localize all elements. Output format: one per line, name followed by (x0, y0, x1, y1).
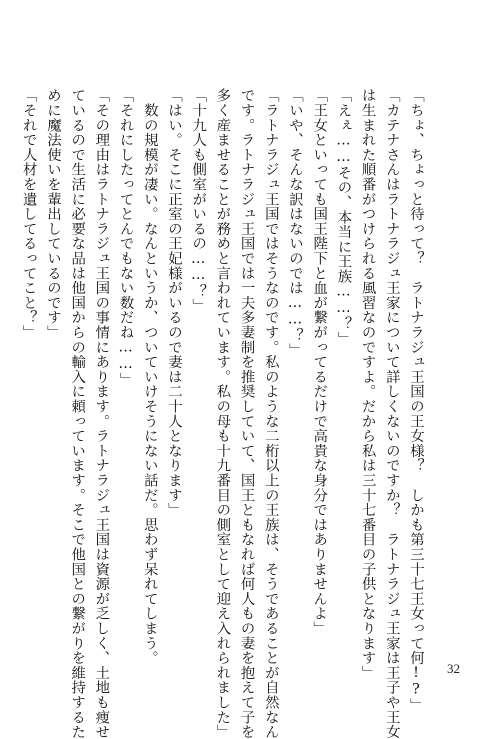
text-line: 「えぇ……その、本当に王族……？」 (335, 88, 352, 346)
text-line: 「その理由はラトナラジュ王国の事情にあります。ラトナラジュ王国は資源が乏しく、土地も痩せ (93, 88, 110, 739)
text-line: めに魔法使いを輩出しているのです」 (44, 88, 61, 340)
text-line: 「それにしたってとんでもない数だね……」 (117, 88, 134, 388)
text-line: です。ラトナラジュ王国では一夫多妻制を推奨していて、国王ともなれば何人もの妻を抱えて子を (238, 88, 255, 739)
text-line: 数の規模が凄い。なんというか、ついていけそうにない話だ。思わず呆れてしまう。 (141, 88, 158, 666)
text-line: 「はい。そこに正室の王妃様がいるので妻は二十人となります」 (165, 88, 182, 518)
text-line: 「王女といっても国王陛下と血が繋がってるだけで高貴な身分ではありませんよ」 (311, 88, 328, 636)
text-line: ているので生活に必要な品は他国からの輸入に頼っています。そこで他国との繋がりを維持するた (69, 88, 86, 739)
text-line: 「いや、そんな訳はないのでは……？」 (286, 88, 303, 358)
text-line: 「十九人も側室がいるの……？」 (190, 88, 207, 314)
text-line: は生まれた順番がつけられる風習なのですよ。だから私は三十七番目の子供となります」 (359, 88, 376, 680)
text-line: 「ラトナラジュ王国ではそうなのです。私のような二桁以上の王族は、そうであることが自然なん (262, 88, 279, 739)
text-line: 「カテナさんはラトナラジュ王家について詳しくないのですか？ ラトナラジュ王家は王子や王女 (383, 88, 400, 739)
text-line: 「それで人材を遺してるってこと？」 (20, 88, 37, 340)
page-number: 32 (447, 661, 460, 676)
text-line: 「ちょ、ちょっと待って？ ラトナラジュ王国の王女様？ しかも第三十七王女って何!?」 (408, 88, 424, 713)
vertical-text-body (17, 88, 428, 739)
text-line: 多く産ませることが務めと言われています。私の母も十九番目の側室として迎え入れられました」 (214, 88, 231, 739)
